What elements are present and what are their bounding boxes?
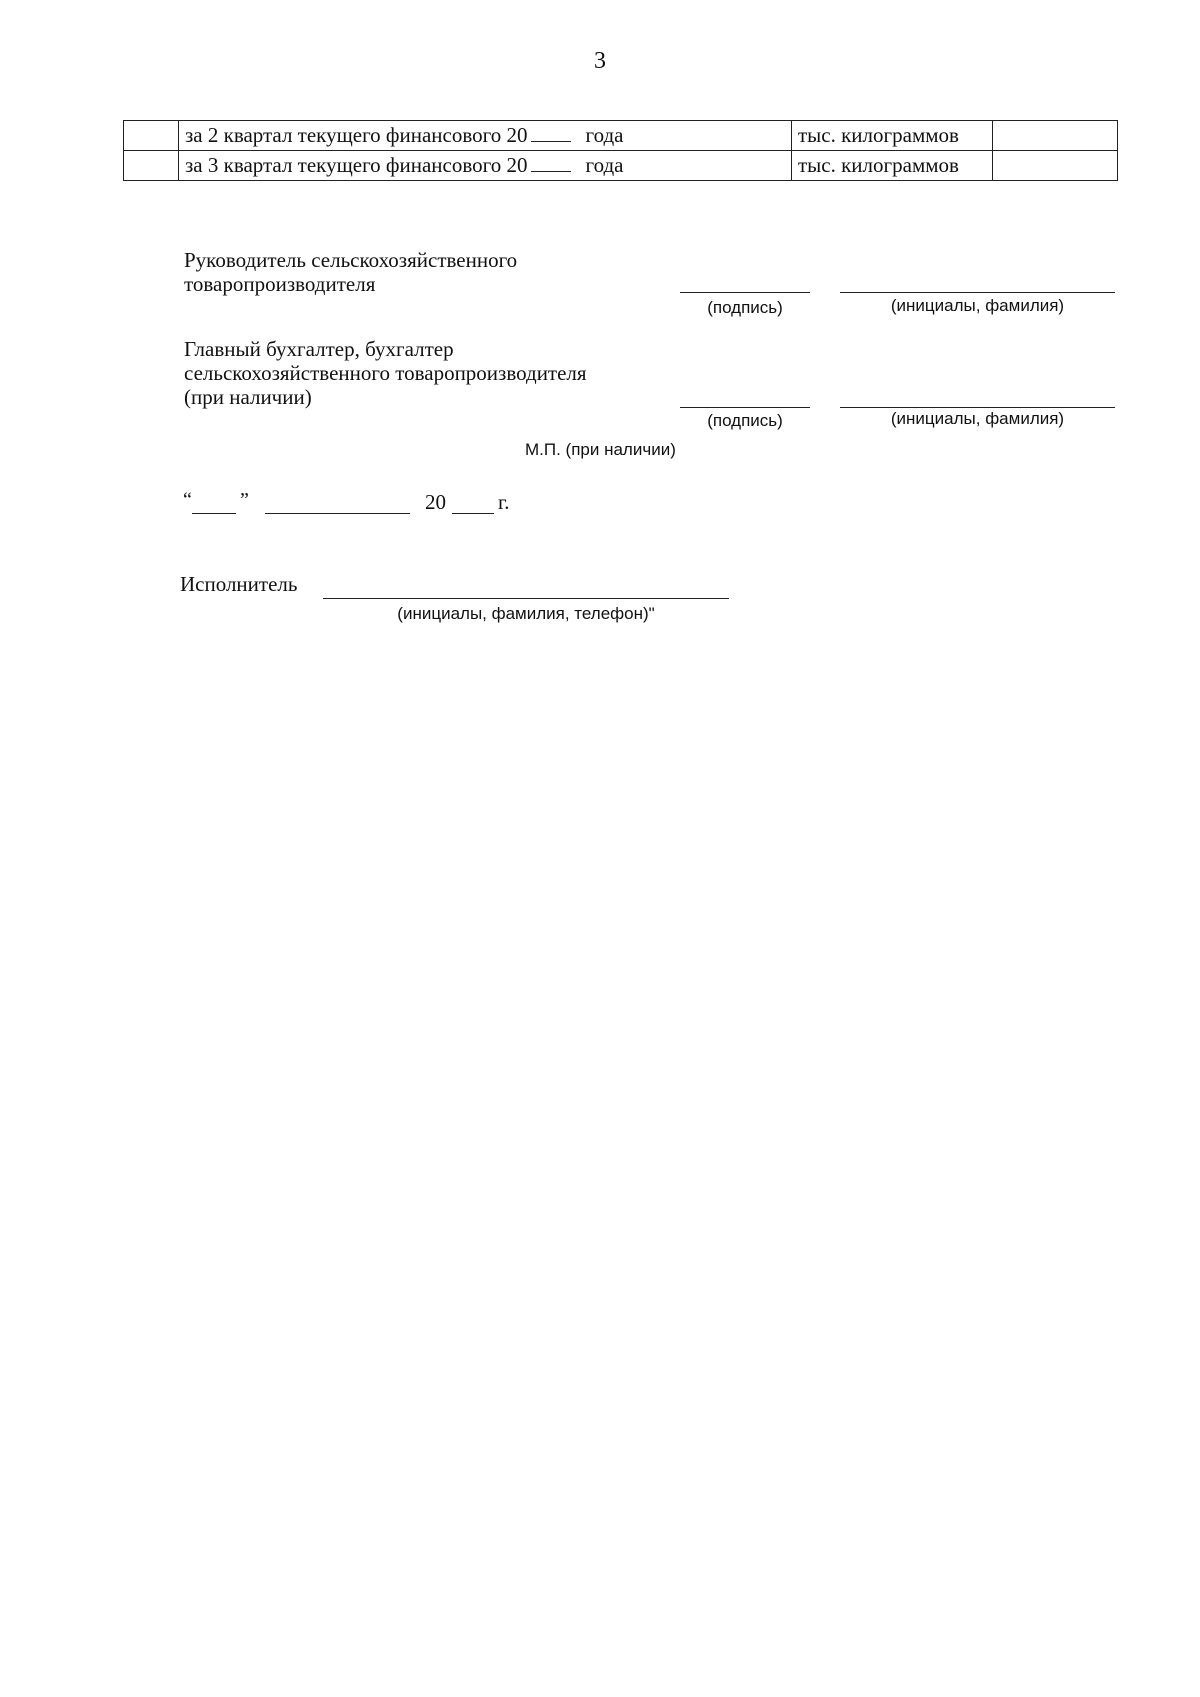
date-year-prefix: 20 [425,490,446,514]
head-name-caption: (инициалы, фамилия) [890,296,1065,315]
executor-caption: (инициалы, фамилия, телефон)" [397,604,655,623]
year-blank [531,153,571,172]
row-number-cell [124,121,179,151]
executor-label: Исполнитель [180,572,298,596]
row-number-cell [124,151,179,181]
head-label-line1: Руководитель сельскохозяйственного [184,248,518,272]
date-year-line [452,513,494,514]
row-unit-cell: тыс. килограммов [792,121,993,151]
row-year-suffix: года [585,153,624,177]
accountant-label-line2: сельскохозяйственного товаропроизводителя [184,361,587,385]
quarter-table [123,120,1118,181]
year-blank [531,123,571,142]
executor-line [323,598,729,599]
head-label [184,248,517,296]
head-sign-caption: (подпись) [707,298,783,317]
date-year-suffix: г. [498,490,510,514]
date-open-quote: “ [183,489,192,511]
accountant-signature-line [680,407,810,408]
table-row [124,121,1118,151]
head-name-line [840,292,1115,293]
row-unit-cell: тыс. килограммов [792,151,993,181]
accountant-sign-caption: (подпись) [707,411,783,430]
accountant-label-line3: (при наличии) [184,385,312,409]
head-signature-line [680,292,810,293]
accountant-name-line [840,407,1115,408]
row-description-cell [179,121,792,151]
row-description: за 3 квартал текущего финансового 20 [185,153,528,177]
row-description: за 2 квартал текущего финансового 20 [185,123,528,147]
accountant-name-caption: (инициалы, фамилия) [890,409,1065,428]
row-value-cell [993,151,1118,181]
row-description-cell [179,151,792,181]
date-month-line [265,513,410,514]
date-close-quote: ” [240,489,249,511]
stamp-caption: М.П. (при наличии) [525,440,676,459]
date-day-line [192,513,236,514]
head-label-line2: товаропроизводителя [184,272,376,296]
accountant-label [184,337,587,409]
page-number: 3 [594,48,606,74]
table-row [124,151,1118,181]
row-value-cell [993,121,1118,151]
row-year-suffix: года [585,123,624,147]
accountant-label-line1: Главный бухгалтер, бухгалтер [184,337,454,361]
